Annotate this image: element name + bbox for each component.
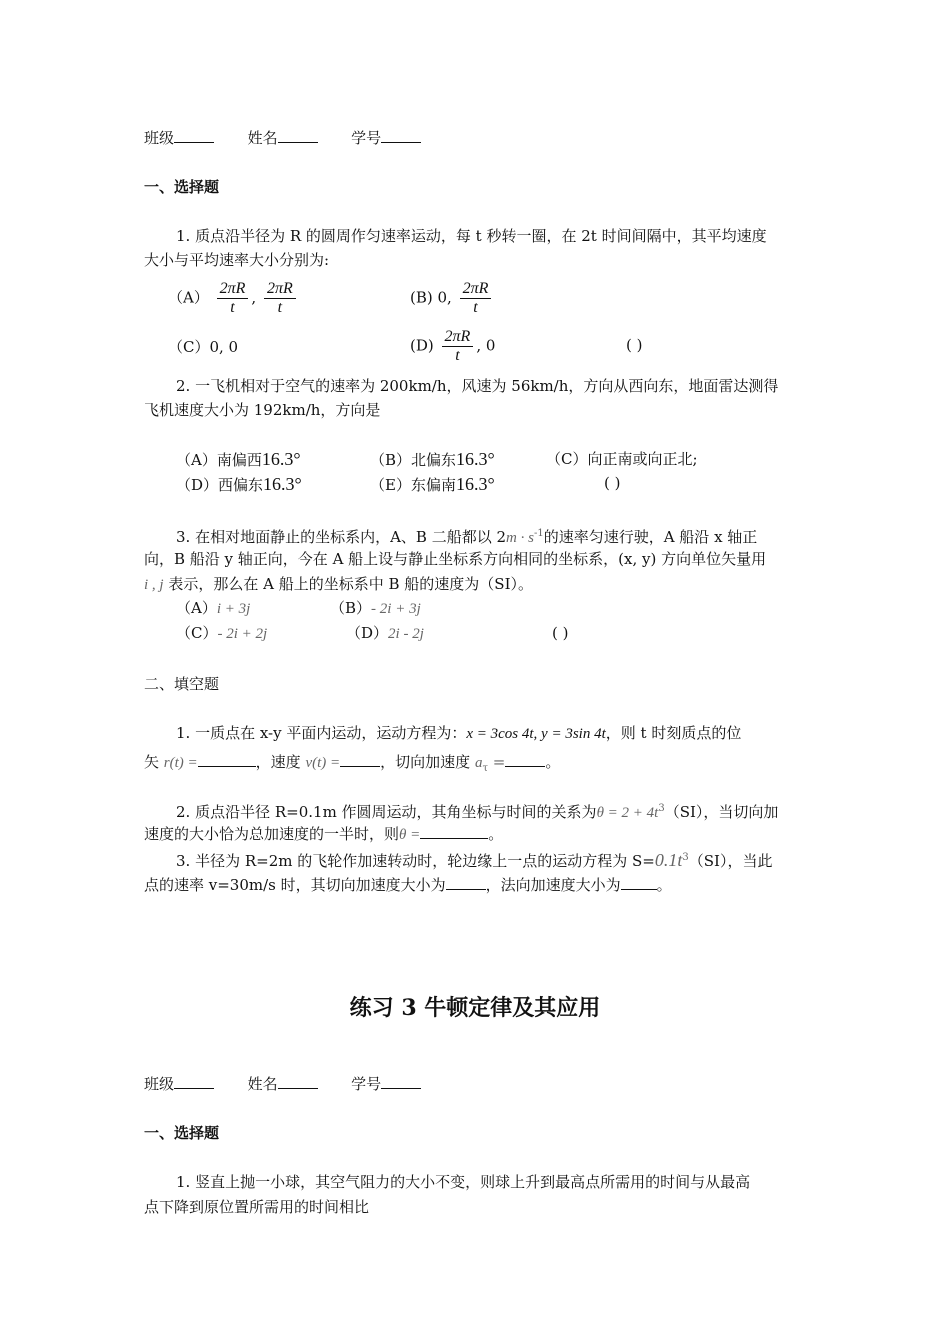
q2-line2: 飞机速度大小为 192km/h，方向是 bbox=[144, 401, 381, 419]
f3-line1: 3. 半径为 R=2m 的飞轮作加速转动时，轮边缘上一点的运动方程为 $S=0.1t^3(SI)$，当此 bbox=[176, 850, 773, 870]
q1-option-b bbox=[410, 280, 494, 317]
id-blank[interactable] bbox=[381, 126, 421, 143]
q1-d-label: (D) bbox=[410, 336, 434, 355]
class-label: 班级 bbox=[144, 129, 175, 147]
n1-line1: 1. 竖直上抛一小球，其空气阻力的大小不变，则球上升到最高点所需用的时间与从最高 bbox=[176, 1173, 751, 1191]
q3-option-c: （C）- 2i + 2j bbox=[176, 624, 268, 642]
q1-a-label: （A） bbox=[168, 288, 209, 307]
f2-line2: 速度的大小恰为总加速度的一半时，则θ = 。 bbox=[144, 822, 503, 846]
q2-line1: 2. 一飞机相对于空气的速率为 200km/h，风速为 56km/h，方向从西向东，地面雷达测得 bbox=[176, 377, 779, 395]
q2-option-d: （D）西偏东16.3° bbox=[176, 474, 302, 494]
f1-blank-at[interactable] bbox=[505, 750, 545, 767]
section-title-fill: 二、填空题 bbox=[144, 675, 220, 693]
name-blank-2[interactable] bbox=[278, 1072, 318, 1089]
q3-option-b: （B）- 2i + 3j bbox=[330, 599, 421, 617]
q2-option-a: （A）南偏西16.3° bbox=[176, 449, 301, 469]
f3-line2: 点的速率 v=30m/s 时，其切向加速度大小为 ，法向加速度大小为 。 bbox=[144, 873, 672, 896]
q3-option-a: （A）i + 3j bbox=[176, 599, 251, 617]
section-title-choice: 一、选择题 bbox=[144, 178, 220, 196]
q1-a-frac2: $\frac{2\pi R}{t}$ bbox=[264, 280, 296, 317]
f3-blank-an[interactable] bbox=[621, 873, 657, 890]
q2-option-b: （B）北偏东16.3° bbox=[370, 449, 495, 469]
q3-line3: i , j 表示，那么在 A 船上的坐标系中 B 船的速度为（SI）。 bbox=[144, 575, 534, 593]
name-blank[interactable] bbox=[278, 126, 318, 143]
q3-line1: 3. 在相对地面静止的坐标系内，A、B 二船都以 $2m \cdot s^{-1}$的速率匀速行驶，A 船沿 x 轴正 bbox=[176, 528, 758, 546]
q1-option-a: （A） $\frac{2\pi R}{t}$ , $\frac{2\pi R}{t}$ bbox=[168, 280, 299, 317]
id-label: 学号 bbox=[351, 129, 382, 147]
q3-option-d: （D）2i - 2j bbox=[346, 624, 424, 642]
q1-option-d: (D) $\frac{2\pi R}{t}$ , 0 bbox=[410, 328, 496, 364]
q1-a-frac1: $\frac{2\pi R}{t}$ bbox=[217, 280, 249, 317]
header-fields bbox=[144, 126, 421, 149]
q1-b-label: (B) 0, bbox=[410, 288, 452, 307]
q1-option-c: （C）0, 0 bbox=[168, 338, 239, 356]
section-title-choice-2: 一、选择题 bbox=[144, 1124, 220, 1142]
f3-blank-at[interactable] bbox=[446, 873, 486, 890]
q2-option-c: （C）向正南或向正北; bbox=[546, 450, 698, 468]
name-label-2: 姓名 bbox=[247, 1075, 278, 1093]
q2-option-e: （E）东偏南16.3° bbox=[370, 474, 495, 494]
q1-b-frac: $\frac{2\pi R}{t}$ bbox=[460, 280, 492, 317]
f1-blank-v[interactable] bbox=[340, 750, 380, 767]
q3-answer-paren[interactable]: ( ) bbox=[552, 624, 569, 642]
n1-line2: 点下降到原位置所需用的时间相比 bbox=[144, 1198, 370, 1216]
f1-line2: 矢 r(t) = ，速度 v(t) = ，切向加速度 $a_\tau$ = 。 bbox=[144, 750, 560, 780]
q1-answer-paren[interactable]: ( ) bbox=[626, 336, 643, 354]
exercise-title: 练习 3 牛顿定律及其应用 bbox=[349, 995, 601, 1021]
f2-line1: 2. 质点沿半径 R=0.1m 作圆周运动，其角坐标与时间的关系为$\theta = 2 + 4t^3(SI)$，当切向加 bbox=[176, 803, 779, 821]
class-label-2: 班级 bbox=[144, 1075, 175, 1093]
f1-line1: 1. 一质点在 x-y 平面内运动，运动方程为：x = 3cos 4t, y = 3sin 4t，则 t 时刻质点的位 bbox=[176, 724, 742, 742]
f2-blank-theta[interactable] bbox=[420, 822, 488, 839]
f1-blank-r[interactable] bbox=[198, 750, 256, 767]
id-label-2: 学号 bbox=[351, 1075, 382, 1093]
q2-answer-paren[interactable]: ( ) bbox=[604, 474, 621, 492]
id-blank-2[interactable] bbox=[381, 1072, 421, 1089]
q3-line2: 向，B 船沿 y 轴正向，今在 A 船上设与静止坐标系方向相同的坐标系，(x, y) 方向单位矢量用 bbox=[144, 550, 767, 568]
q1-line1: 1. 质点沿半径为 R 的圆周作匀速率运动，每 t 秒转一圈，在 2t 时间间隔中，其平均速度 bbox=[176, 227, 767, 245]
q1-d-frac: $\frac{2\pi R}{t}$ bbox=[442, 328, 474, 365]
q1-line2: 大小与平均速率大小分别为: bbox=[144, 251, 330, 269]
name-label: 姓名 bbox=[247, 129, 278, 147]
class-blank-2[interactable] bbox=[174, 1072, 214, 1089]
header-fields-2 bbox=[144, 1072, 421, 1095]
class-blank[interactable] bbox=[174, 126, 214, 143]
